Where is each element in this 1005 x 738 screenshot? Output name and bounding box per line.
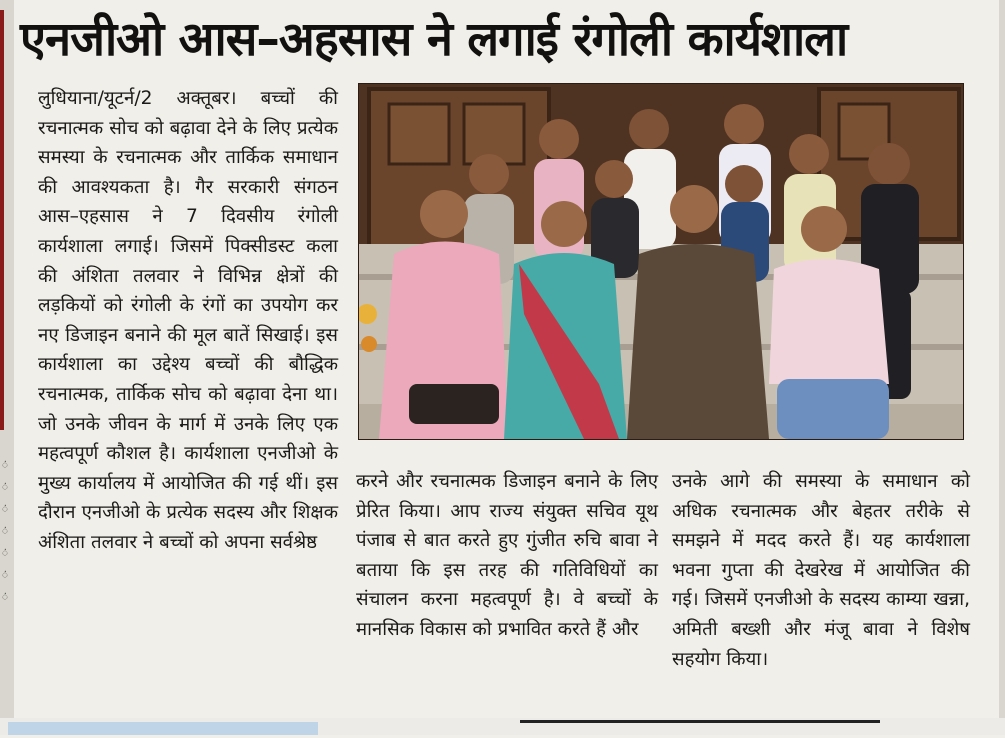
article-column-left: लुधियाना/यूटर्न/2 अक्तूबर। बच्चों की रचनात्मक सोच को बढ़ावा देने के लिए प्रत्येक समस्या के रचनात्मक और तार्किक समाधान की आवश्यकता है। गैर सरकारी संगठन आस–एहसास ने 7 दिवसीय रंगोली कार्यशाला लगाई। जिसमें पिक्सीडस्ट कला की अंशिता तलवार ने विभिन्न क्षेत्रों की लड़कियों को रंगोली के रंगों का उपयोग कर नए डिजाइन बनाने की मूल बातें सिखाई। इस कार्यशाला का उद्देश्य बच्चों की बौद्धिक रचनात्मक, तार्किक सोच को बढ़ावा देना था। जो उनके जीवन के मार्ग में उनके लिए एक महत्वपूर्ण कौशल है। कार्यशाला एनजीओ के मुख्य कार्यालय में आयोजित की गई थीं। इस दौरान एनजीओ के प्रत्येक सदस्य और शिक्षक अंशिता तलवार ने बच्चों को अपना सर्वश्रेष्ठ [38,88,338,553]
article-column-mid: करने और रचनात्मक डिजाइन बनाने के लिए प्रेरित किया। आप राज्य संयुक्त सचिव यूथ पंजाब से बात करते हुए गुंजीत रुचि बावा ने बताया कि इस तरह की गतिविधियों का संचालन करना महत्वपूर्ण है। वे बच्चों के मानसिक विकास को प्रभावित करते हैं और [356,471,658,640]
page-edge-strip [0,10,4,430]
page-edge-left [0,0,14,735]
next-article-tint [8,722,318,735]
next-headline-cut [520,720,880,738]
article-headline: एनजीओ आस–अहसास ने लगाई रंगोली कार्यशाला [20,12,848,67]
group-photo-illustration [359,84,963,439]
page-edge-cut-text: ं ं ं ं ं ं ं [2,460,8,603]
page-edge-right [999,0,1005,735]
article-photo [358,83,964,440]
next-article-strip [0,718,1005,735]
article-column-right: उनके आगे की समस्या के समाधान को अधिक रचनात्मक और बेहतर तरीके से समझने में मदद करते हैं। यह कार्यशाला भवना गुप्ता की देखरेख में आयोजित की गई। जिसमें एनजीओ के सदस्य काम्या खन्ना, अमिती बख्शी और मंजू बावा ने विशेष सहयोग किया। [672,471,970,670]
